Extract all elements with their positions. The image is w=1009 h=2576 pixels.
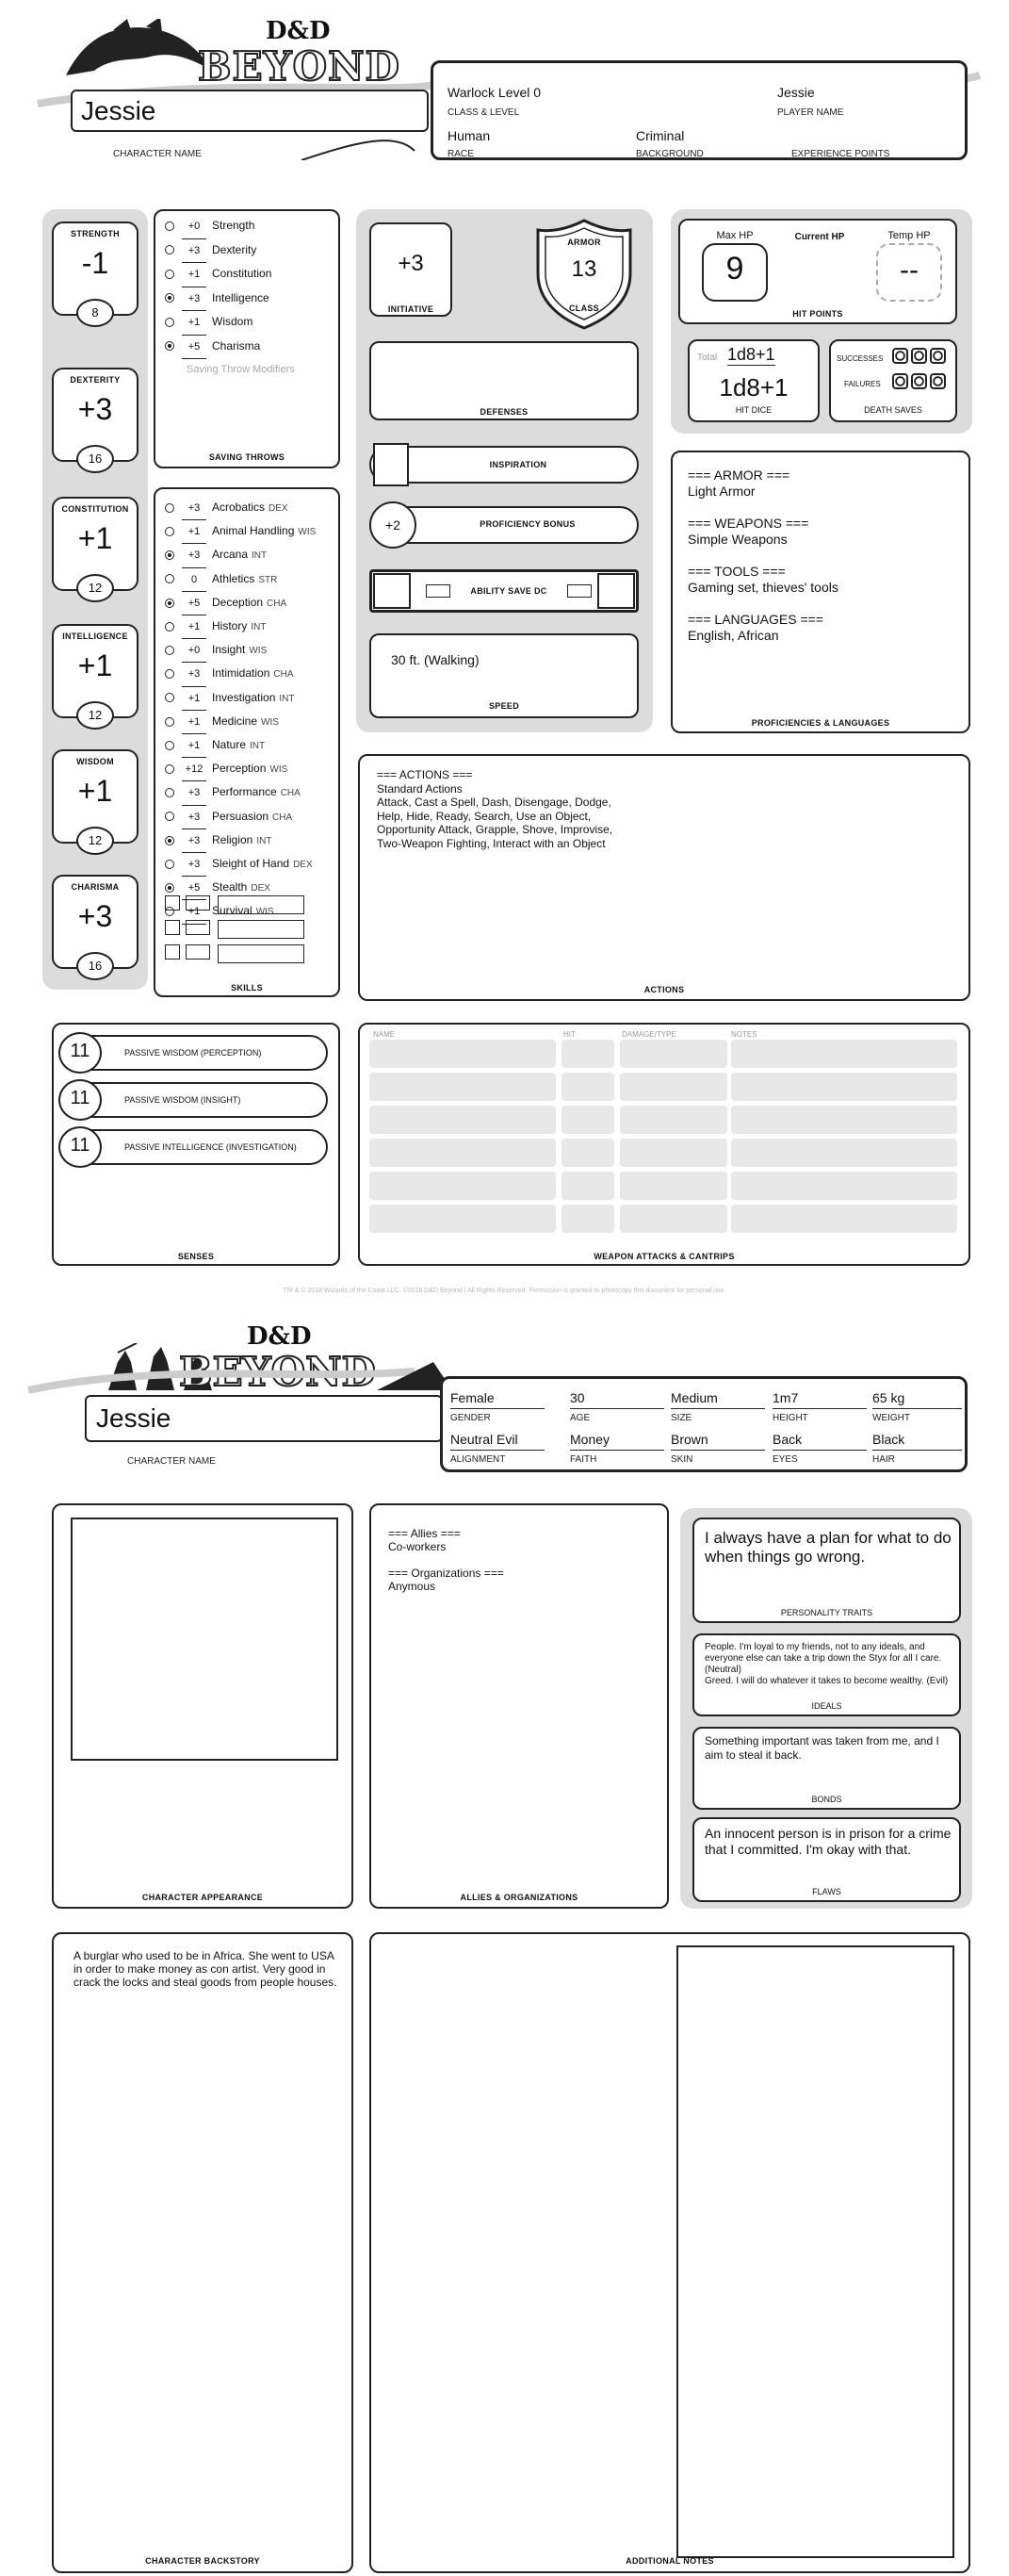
- ability-label: CHARISMA: [71, 882, 120, 892]
- bonds-label: BONDS: [811, 1795, 842, 1804]
- death-save-success-bubble[interactable]: [930, 348, 946, 364]
- ability-save-dc-mini-right: [567, 584, 592, 598]
- skill-attribute: CHA: [267, 598, 287, 609]
- skill-attribute: DEX: [269, 503, 288, 514]
- defenses-label: DEFENSES: [480, 407, 529, 417]
- detail-label: HAIR: [872, 1454, 895, 1465]
- skill-row[interactable]: [165, 497, 316, 520]
- detail-label: WEIGHT: [872, 1413, 910, 1423]
- detail-underline: [872, 1408, 962, 1409]
- custom-skill-mod[interactable]: [186, 920, 210, 935]
- ability-label: STRENGTH: [71, 229, 120, 238]
- player-name[interactable]: Jessie: [777, 85, 815, 100]
- proficiency-bubble-icon[interactable]: [165, 341, 174, 351]
- backstory-label: CHARACTER BACKSTORY: [145, 2556, 260, 2566]
- death-save-success-bubble[interactable]: [911, 348, 927, 364]
- proficiency-bubble-icon[interactable]: [165, 693, 174, 702]
- proficiency-bubble-icon[interactable]: [165, 741, 174, 750]
- ideals-text[interactable]: People. I'm loyal to my friends, not to any ideals, and everyone else can take a trip down the Styx for all I care. (Neutral) Greed. I will do whatever it takes to become wealthy. (Evil): [705, 1642, 949, 1686]
- custom-skill-mod[interactable]: [186, 895, 210, 911]
- ability-label: WISDOM: [76, 757, 114, 766]
- skill-row[interactable]: [165, 615, 316, 639]
- ability-score[interactable]: 12: [88, 833, 103, 847]
- successes-label: SUCCESSES: [837, 354, 884, 363]
- saving-throw-name: Strength: [212, 219, 255, 232]
- character-name-label: CHARACTER NAME: [113, 149, 202, 159]
- weapon-cell[interactable]: [620, 1172, 727, 1200]
- skill-name: Animal Handling: [212, 524, 295, 538]
- ability-modifier[interactable]: +1: [77, 774, 113, 808]
- detail-label: ALIGNMENT: [450, 1454, 506, 1465]
- detail-underline: [872, 1450, 962, 1451]
- saving-throw-name: Wisdom: [212, 315, 253, 328]
- skill-name: Intimidation: [212, 666, 270, 681]
- detail-value[interactable]: Money: [570, 1432, 610, 1447]
- weapon-cell[interactable]: [731, 1205, 957, 1233]
- temp-hp-value[interactable]: --: [900, 254, 919, 286]
- logo-beyond: BEYOND: [198, 43, 400, 90]
- header-banner: [19, 19, 989, 160]
- saving-throw-mod: +3: [182, 288, 206, 312]
- weapon-cell[interactable]: [561, 1172, 614, 1200]
- proficiency-bubble-icon[interactable]: [165, 669, 174, 679]
- detail-underline: [570, 1450, 664, 1451]
- proficiency-value[interactable]: +2: [385, 517, 400, 533]
- saving-throws-label: SAVING THROWS: [208, 452, 285, 462]
- skill-mod: 0: [182, 569, 206, 592]
- page2-header: [19, 1324, 989, 1475]
- death-save-failure-bubble[interactable]: [911, 373, 927, 389]
- race-label: RACE: [448, 149, 474, 159]
- skills-label: SKILLS: [231, 983, 263, 993]
- page2-logo-dnd: D&D: [247, 1322, 312, 1351]
- weapon-cell[interactable]: [561, 1106, 614, 1134]
- failures-label: FAILURES: [844, 380, 881, 388]
- proficiency-bubble-icon[interactable]: [165, 503, 174, 513]
- skill-row[interactable]: [165, 639, 316, 663]
- custom-skill-name[interactable]: [218, 895, 304, 914]
- skill-mod: +5: [182, 878, 206, 900]
- skill-mod: +3: [182, 545, 206, 567]
- ability-score[interactable]: 12: [88, 708, 103, 722]
- skill-name: Religion: [212, 832, 253, 846]
- player-name-label: PLAYER NAME: [777, 107, 844, 118]
- skill-row[interactable]: [165, 806, 316, 829]
- temp-hp-label: Temp HP: [887, 230, 931, 241]
- proficiencies-label: PROFICIENCIES & LANGUAGES: [751, 718, 890, 728]
- weapon-cell[interactable]: [620, 1106, 727, 1134]
- page2-logo-beyond: BEYOND: [179, 1349, 376, 1395]
- skill-mod: +1: [182, 616, 206, 639]
- initiative-label: INITIATIVE: [387, 304, 434, 314]
- skill-name: Deception: [212, 595, 264, 609]
- weapons-header-hit: HIT: [563, 1030, 576, 1039]
- backstory-box: [52, 1932, 353, 2573]
- weapon-cell[interactable]: [620, 1139, 727, 1167]
- detail-value[interactable]: Black: [872, 1432, 905, 1447]
- saving-throw-row[interactable]: [165, 311, 271, 336]
- proficiency-bubble-icon[interactable]: [165, 646, 174, 655]
- skill-row[interactable]: [165, 711, 316, 734]
- max-hp-value[interactable]: 9: [725, 251, 744, 287]
- skill-mod: +1: [182, 901, 206, 924]
- ideals-label: IDEALS: [811, 1701, 842, 1711]
- skill-row[interactable]: [165, 853, 316, 877]
- hit-dice-total-value[interactable]: 1d8+1: [727, 345, 775, 364]
- weapon-cell[interactable]: [731, 1172, 957, 1200]
- notes-label: ADDITIONAL NOTES: [626, 2556, 714, 2566]
- skill-row[interactable]: [165, 663, 316, 686]
- skill-attribute: CHA: [273, 669, 294, 681]
- proficiency-bubble-icon[interactable]: [165, 550, 174, 560]
- armor-label: ARMOR: [567, 238, 601, 247]
- saving-throw-row[interactable]: [165, 336, 271, 360]
- detail-value[interactable]: 1m7: [773, 1390, 799, 1405]
- death-saves-label: DEATH SAVES: [864, 405, 922, 415]
- ability-modifier[interactable]: +1: [77, 521, 113, 555]
- custom-skill-checkbox[interactable]: [165, 944, 180, 960]
- saving-throw-mod: +5: [182, 336, 206, 360]
- background-label: BACKGROUND: [636, 149, 704, 159]
- ability-score[interactable]: 16: [88, 959, 103, 973]
- detail-value[interactable]: 65 kg: [872, 1390, 905, 1405]
- skill-name: Athletics: [212, 571, 255, 585]
- proficiency-label: PROFICIENCY BONUS: [480, 519, 576, 529]
- skill-row[interactable]: [165, 592, 316, 615]
- saving-throw-name: Intelligence: [212, 290, 269, 304]
- saving-throw-mod: +1: [182, 312, 206, 336]
- weapon-cell[interactable]: [369, 1139, 556, 1167]
- skill-name: Performance: [212, 785, 277, 799]
- proficiency-bubble-icon[interactable]: [165, 764, 174, 774]
- skill-attribute: INT: [251, 622, 267, 633]
- ability-score[interactable]: 8: [91, 305, 99, 320]
- custom-skill-name[interactable]: [218, 920, 304, 939]
- saving-throw-row[interactable]: [165, 239, 271, 264]
- skill-mod: +1: [182, 688, 206, 711]
- skill-row[interactable]: [165, 758, 316, 781]
- skill-name: Medicine: [212, 714, 258, 728]
- skill-attribute: INT: [250, 741, 266, 752]
- weapon-cell[interactable]: [620, 1073, 727, 1101]
- hit-dice-value[interactable]: 1d8+1: [719, 373, 789, 402]
- saving-throw-mod: +0: [182, 216, 206, 239]
- weapons-header-damage: DAMAGE/TYPE: [622, 1030, 676, 1039]
- detail-label: SIZE: [671, 1413, 692, 1423]
- skill-mod: +1: [182, 712, 206, 734]
- death-save-success-bubble[interactable]: [892, 348, 908, 364]
- personality-label: PERSONALITY TRAITS: [780, 1608, 873, 1617]
- appearance-image-frame[interactable]: [71, 1518, 338, 1761]
- skill-name: Nature: [212, 738, 247, 752]
- ability-label: DEXTERITY: [70, 375, 121, 385]
- sense-value[interactable]: 11: [70, 1088, 90, 1108]
- weapon-cell[interactable]: [369, 1172, 556, 1200]
- armor-class-value[interactable]: 13: [571, 256, 597, 282]
- weapon-cell[interactable]: [369, 1205, 556, 1233]
- proficiency-bubble-icon[interactable]: [165, 574, 174, 583]
- proficiency-bubble-icon[interactable]: [165, 717, 174, 727]
- weapon-cell[interactable]: [731, 1040, 957, 1068]
- skill-attribute: INT: [279, 693, 295, 704]
- personality-text[interactable]: I always have a plan for what to do when things go wrong.: [705, 1529, 952, 1566]
- proficiency-bubble-icon[interactable]: [165, 270, 174, 279]
- custom-skill-name[interactable]: [218, 944, 304, 963]
- death-save-failure-bubble[interactable]: [930, 373, 946, 389]
- skills-list: [165, 497, 316, 925]
- background[interactable]: Criminal: [636, 128, 685, 143]
- skill-name: Investigation: [212, 690, 276, 704]
- skill-attribute: WIS: [261, 716, 279, 728]
- skill-row[interactable]: [165, 734, 316, 758]
- inspiration-label: INSPIRATION: [489, 460, 547, 469]
- allies-text[interactable]: === Allies === Co-workers === Organizations === Anymous: [388, 1527, 504, 1593]
- armor-class-label: CLASS: [568, 304, 599, 313]
- race[interactable]: Human: [448, 128, 491, 143]
- skill-mod: +3: [182, 854, 206, 877]
- allies-label: ALLIES & ORGANIZATIONS: [460, 1893, 578, 1902]
- class-level-label: CLASS & LEVEL: [448, 107, 520, 118]
- custom-skill-checkbox[interactable]: [165, 895, 180, 911]
- ability-modifier[interactable]: +1: [77, 648, 113, 682]
- ability-label: CONSTITUTION: [61, 504, 129, 514]
- class-level[interactable]: Warlock Level 0: [448, 85, 542, 100]
- weapon-cell[interactable]: [561, 1139, 614, 1167]
- experience-label: EXPERIENCE POINTS: [791, 149, 890, 159]
- flaws-label: FLAWS: [812, 1887, 841, 1896]
- skill-attribute: WIS: [249, 646, 268, 657]
- page2-character-name-label: CHARACTER NAME: [127, 1456, 216, 1467]
- weapon-cell[interactable]: [369, 1073, 556, 1101]
- skill-attribute: WIS: [255, 907, 274, 918]
- saving-throw-name: Constitution: [212, 267, 272, 280]
- detail-underline: [773, 1450, 867, 1451]
- detail-underline: [773, 1408, 867, 1409]
- skill-attribute: CHA: [272, 812, 293, 823]
- ability-score[interactable]: 12: [88, 581, 103, 595]
- detail-label: AGE: [570, 1413, 591, 1423]
- ability-save-dc-label: ABILITY SAVE DC: [470, 586, 547, 596]
- max-hp-label: Max HP: [716, 230, 754, 241]
- detail-value[interactable]: 30: [570, 1390, 585, 1405]
- skill-attribute: STR: [258, 574, 278, 585]
- detail-underline: [570, 1408, 664, 1409]
- ability-save-dc-left-slot[interactable]: [373, 573, 411, 609]
- proficiencies-text[interactable]: === ARMOR === Light Armor === WEAPONS === Simple Weapons === TOOLS === Gaming set, thieves' tools === LANGUAGES === English, African: [688, 468, 838, 643]
- footer-text: TM & © 2018 Wizards of the Coast LLC. ©2018 D&D Beyond | All Rights Reserved. Permission is granted to photocopy this document for personal use.: [283, 1288, 726, 1294]
- skill-row[interactable]: [165, 544, 316, 567]
- ability-save-dc-mini-left: [426, 584, 450, 598]
- skill-mod: +1: [182, 735, 206, 758]
- proficiency-bubble-icon[interactable]: [165, 622, 174, 632]
- custom-skill-mod[interactable]: [186, 944, 210, 960]
- death-save-failure-bubble[interactable]: [892, 373, 908, 389]
- detail-value[interactable]: Brown: [671, 1432, 708, 1447]
- detail-underline: [450, 1450, 545, 1451]
- sense-label: PASSIVE WISDOM (PERCEPTION): [124, 1048, 262, 1058]
- skill-row[interactable]: [165, 781, 316, 805]
- skill-mod: +5: [182, 593, 206, 615]
- weapon-cell[interactable]: [369, 1040, 556, 1068]
- proficiency-bubble-icon[interactable]: [165, 883, 174, 893]
- skill-row[interactable]: [165, 687, 316, 711]
- detail-value[interactable]: Neutral Evil: [450, 1432, 518, 1447]
- detail-label: HEIGHT: [773, 1413, 808, 1423]
- detail-label: GENDER: [450, 1413, 491, 1423]
- skill-mod: +1: [182, 521, 206, 544]
- skill-mod: +3: [182, 664, 206, 686]
- skill-name: Stealth: [212, 880, 248, 894]
- saving-throw-mod: +3: [182, 240, 206, 264]
- skill-attribute: INT: [256, 835, 272, 846]
- speed-label: SPEED: [488, 701, 519, 711]
- proficiency-bubble-icon[interactable]: [165, 293, 174, 303]
- proficiency-bubble-icon[interactable]: [165, 836, 174, 845]
- skill-row[interactable]: [165, 829, 316, 853]
- proficiency-bubble-icon[interactable]: [165, 812, 174, 821]
- sense-value[interactable]: 11: [70, 1135, 90, 1156]
- ability-label: INTELLIGENCE: [62, 632, 128, 641]
- inspiration-slot[interactable]: [373, 443, 409, 486]
- detail-underline: [671, 1450, 765, 1451]
- actions-label: ACTIONS: [643, 985, 685, 994]
- skill-mod: +0: [182, 640, 206, 663]
- proficiency-bubble-icon[interactable]: [165, 860, 174, 869]
- saving-throw-row[interactable]: [165, 287, 271, 312]
- ability-save-dc-right-slot[interactable]: [597, 573, 635, 609]
- actions-text[interactable]: === ACTIONS === Standard Actions Attack, Cast a Spell, Dash, Disengage, Dodge, Help, Hide, Ready, Search, Use an Object, Opportunity Attack, Grapple, Shove, Improvise, Two-Weapon Fighting, Interact with an Object: [377, 768, 613, 850]
- skill-name: Persuasion: [212, 809, 269, 823]
- proficiency-bubble-icon[interactable]: [165, 318, 174, 327]
- skill-name: Sleight of Hand: [212, 857, 290, 871]
- current-hp-label: Current HP: [794, 232, 845, 242]
- saving-throw-name: Dexterity: [212, 242, 257, 256]
- skill-attribute: INT: [252, 550, 268, 562]
- page2-character-name[interactable]: Jessie: [96, 1403, 171, 1433]
- logo-dnd: D&D: [266, 17, 331, 45]
- saving-throws-list: [165, 215, 271, 359]
- weapon-cell[interactable]: [561, 1205, 614, 1233]
- hit-points-label: HIT POINTS: [792, 309, 843, 319]
- skill-attribute: WIS: [269, 764, 288, 776]
- weapon-cell[interactable]: [731, 1139, 957, 1167]
- weapon-cell[interactable]: [620, 1205, 727, 1233]
- weapons-label: WEAPON ATTACKS & CANTRIPS: [594, 1252, 735, 1261]
- ability-modifier[interactable]: +3: [77, 392, 113, 426]
- saving-throw-row[interactable]: [165, 215, 271, 239]
- detail-label: FAITH: [570, 1454, 597, 1465]
- skill-attribute: WIS: [298, 527, 317, 538]
- notes-inner-frame[interactable]: [676, 1945, 954, 2558]
- sense-label: PASSIVE WISDOM (INSIGHT): [124, 1095, 241, 1105]
- saving-throw-modifiers: Saving Throw Modifiers: [187, 364, 295, 375]
- skill-name: Survival: [212, 904, 252, 918]
- weapon-cell[interactable]: [731, 1073, 957, 1101]
- skill-attribute: DEX: [293, 860, 313, 871]
- detail-value[interactable]: Back: [773, 1432, 803, 1447]
- weapons-header-notes: NOTES: [731, 1030, 757, 1039]
- weapon-cell[interactable]: [561, 1040, 614, 1068]
- character-name[interactable]: Jessie: [81, 96, 156, 125]
- flaws-text[interactable]: An innocent person is in prison for a crime that I committed. I'm okay with that.: [705, 1826, 952, 1857]
- speed-value[interactable]: 30 ft. (Walking): [391, 652, 480, 667]
- sense-label: PASSIVE INTELLIGENCE (INVESTIGATION): [124, 1142, 297, 1152]
- skill-name: Arcana: [212, 548, 249, 562]
- skill-mod: +12: [182, 759, 206, 781]
- backstory-text[interactable]: A burglar who used to be in Africa. She went to USA in order to make money as con artist. Very good in crack the locks and steal goods from people houses.: [73, 1949, 337, 1989]
- weapon-cell[interactable]: [561, 1073, 614, 1101]
- appearance-label: CHARACTER APPEARANCE: [141, 1893, 264, 1902]
- skill-mod: +3: [182, 830, 206, 853]
- skill-name: History: [212, 619, 248, 633]
- weapon-cell[interactable]: [369, 1106, 556, 1134]
- saving-throw-name: Charisma: [212, 338, 261, 353]
- saving-throw-row[interactable]: [165, 263, 271, 287]
- proficiency-bubble-icon[interactable]: [165, 788, 174, 797]
- proficiency-bubble-icon[interactable]: [165, 245, 174, 254]
- skill-attribute: CHA: [280, 788, 301, 799]
- detail-label: SKIN: [671, 1454, 693, 1465]
- sense-value[interactable]: 11: [70, 1041, 90, 1061]
- initiative-value[interactable]: +3: [398, 251, 424, 276]
- skill-mod: +3: [182, 498, 206, 520]
- detail-underline: [450, 1408, 545, 1409]
- skill-attribute: DEX: [251, 883, 270, 894]
- detail-value[interactable]: Medium: [671, 1390, 718, 1405]
- detail-underline: [671, 1408, 765, 1409]
- skill-row[interactable]: [165, 520, 316, 544]
- detail-value[interactable]: Female: [450, 1390, 495, 1405]
- skill-name: Acrobatics: [212, 500, 266, 514]
- proficiency-bubble-icon[interactable]: [165, 599, 174, 608]
- ability-modifier[interactable]: -1: [81, 246, 109, 280]
- weapon-cell[interactable]: [620, 1040, 727, 1068]
- proficiency-bubble-icon[interactable]: [165, 527, 174, 536]
- weapon-cell[interactable]: [731, 1106, 957, 1134]
- saving-throw-mod: +1: [182, 264, 206, 287]
- ability-score[interactable]: 16: [88, 451, 103, 466]
- skill-mod: +3: [182, 807, 206, 829]
- bonds-text[interactable]: Something important was taken from me, and I aim to steal it back.: [705, 1734, 939, 1762]
- skill-name: Insight: [212, 643, 246, 657]
- custom-skill-checkbox[interactable]: [165, 920, 180, 935]
- hit-dice-total-label: Total: [697, 353, 718, 363]
- senses-label: SENSES: [177, 1252, 215, 1261]
- detail-label: EYES: [773, 1454, 798, 1465]
- weapons-header-name: NAME: [373, 1030, 396, 1039]
- skill-mod: +3: [182, 782, 206, 805]
- proficiency-bubble-icon[interactable]: [165, 222, 174, 231]
- skill-name: Perception: [212, 762, 267, 776]
- skill-row[interactable]: [165, 568, 316, 592]
- ability-modifier[interactable]: +3: [77, 899, 113, 933]
- hit-dice-label: HIT DICE: [735, 405, 773, 415]
